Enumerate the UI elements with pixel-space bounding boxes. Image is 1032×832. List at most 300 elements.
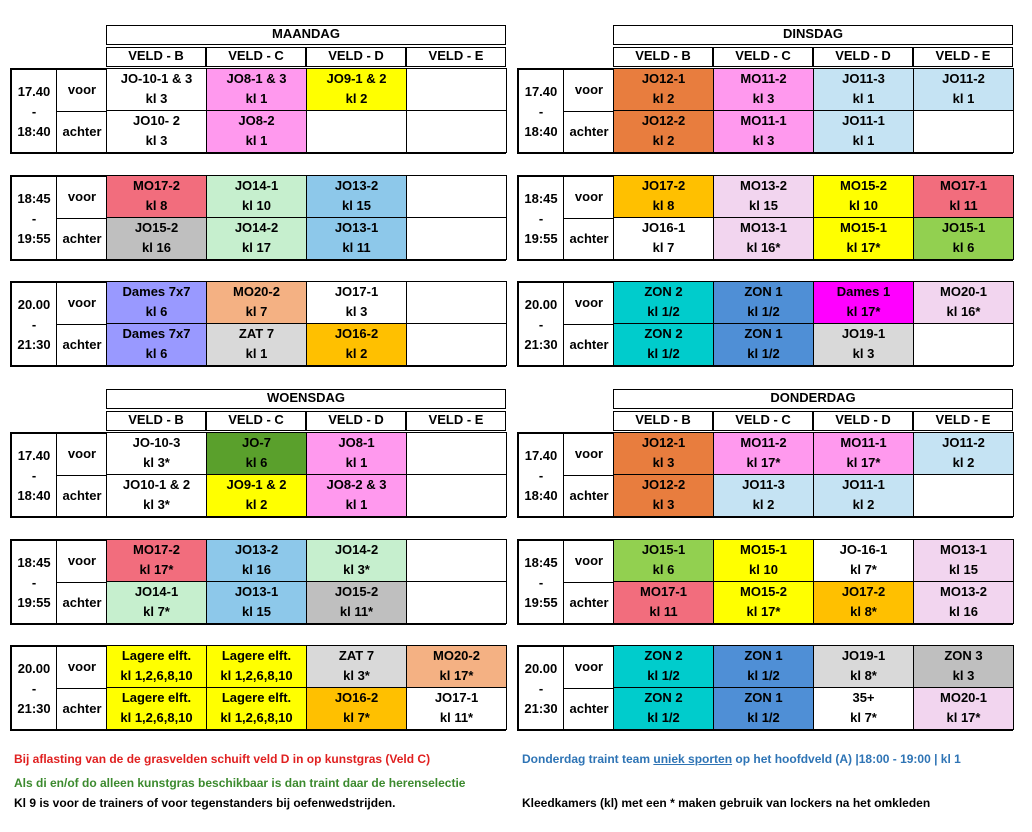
time-dash: -: [31, 468, 37, 483]
dressing-room: kl 6: [145, 304, 168, 319]
time-dash: -: [31, 575, 37, 590]
dressing-room: kl 1: [345, 497, 368, 512]
divider: [563, 582, 615, 583]
team-name: MO15-1: [740, 542, 787, 557]
dressing-room: kl 1: [245, 133, 268, 148]
dressing-room: kl 8: [145, 198, 168, 213]
schedule-cell: [406, 539, 507, 582]
team-name: MO17-2: [133, 542, 180, 557]
schedule-cell: [713, 687, 814, 730]
time-dash: -: [538, 211, 544, 226]
dressing-room: kl 10: [242, 198, 271, 213]
dressing-room: kl 7: [652, 240, 675, 255]
time-end: 18:40: [17, 488, 51, 503]
schedule-cell: [406, 474, 507, 517]
schedule-cell: [813, 68, 914, 111]
row-side-label: voor: [574, 295, 604, 310]
team-name: Lagere elft.: [121, 690, 192, 705]
row-side-label: voor: [67, 82, 97, 97]
team-name: JO-16-1: [839, 542, 888, 557]
schedule-cell: [913, 68, 1014, 111]
team-name: ZON 3: [944, 648, 983, 663]
time-dash: -: [31, 317, 37, 332]
team-name: MO15-2: [840, 178, 887, 193]
dressing-room: kl 15: [949, 562, 978, 577]
schedule-cell: [813, 217, 914, 260]
schedule-cell: [406, 687, 507, 730]
schedule-cell: [106, 474, 207, 517]
time-end: 21:30: [17, 337, 51, 352]
team-name: ZAT 7: [338, 648, 375, 663]
column-header: VELD - C: [206, 47, 306, 67]
divider: [56, 688, 108, 689]
divider: [56, 582, 108, 583]
dressing-room: kl 17*: [846, 455, 881, 470]
time-end: 19:55: [524, 595, 558, 610]
column-header: VELD - E: [913, 411, 1013, 431]
team-name: JO11-2: [942, 435, 985, 450]
team-name: ZAT 7: [238, 326, 275, 341]
divider: [56, 324, 108, 325]
schedule-cell: [813, 645, 914, 688]
time-dash: -: [538, 575, 544, 590]
dressing-room: kl 3: [952, 668, 975, 683]
team-name: JO14-2: [234, 220, 279, 235]
schedule-cell: [106, 68, 207, 111]
time-start: 17.40: [524, 448, 558, 463]
team-name: JO15-2: [134, 220, 179, 235]
team-name: JO13-2: [234, 542, 279, 557]
time-block: [10, 539, 506, 625]
footer-green-note: Als di en/of do alleen kunstgras beschikbaar is dan traint daar de herenselectie: [14, 776, 466, 790]
team-name: JO13-1: [334, 220, 379, 235]
team-name: MO11-2: [740, 435, 787, 450]
time-end: 21:30: [524, 701, 558, 716]
day-donderdag: [517, 389, 1013, 759]
schedule-cell: [613, 68, 714, 111]
schedule-cell: [306, 474, 407, 517]
dressing-room: kl 1: [852, 133, 875, 148]
schedule-cell: [306, 432, 407, 475]
team-name: JO11-2: [942, 71, 985, 86]
time-end: 19:55: [17, 595, 51, 610]
schedule-cell: [206, 432, 307, 475]
row-side-label: voor: [67, 659, 97, 674]
dressing-room: kl 1: [245, 346, 268, 361]
divider: [563, 324, 615, 325]
time-dash: -: [31, 681, 37, 696]
team-name: JO10- 2: [133, 113, 180, 128]
schedule-cell: [713, 539, 814, 582]
footer-locker-note: Kleedkamers (kl) met een * maken gebruik van lockers na het omkleden: [522, 796, 931, 810]
dressing-room: kl 3: [652, 455, 675, 470]
day-header: MAANDAG: [106, 25, 506, 45]
dressing-room: kl 1/2: [747, 304, 780, 319]
column-header: VELD - D: [813, 411, 913, 431]
dressing-room: kl 7*: [850, 710, 877, 725]
row-side-label: achter: [569, 701, 609, 716]
time-end: 19:55: [524, 231, 558, 246]
schedule-cell: [713, 68, 814, 111]
schedule-cell: [206, 539, 307, 582]
schedule-cell: [106, 217, 207, 260]
schedule-cell: [813, 175, 914, 218]
team-name: JO8-1: [338, 435, 375, 450]
team-name: MO11-2: [740, 71, 787, 86]
dressing-room: kl 3*: [143, 455, 170, 470]
schedule-cell: [713, 175, 814, 218]
day-header: DINSDAG: [613, 25, 1013, 45]
schedule-cell: [306, 581, 407, 624]
team-name: MO17-2: [133, 178, 180, 193]
time-block: [517, 68, 1013, 154]
dressing-room: kl 1: [245, 91, 268, 106]
time-start: 20.00: [17, 297, 51, 312]
schedule-cell: [306, 281, 407, 324]
schedule-cell: [613, 323, 714, 366]
row-side-label: voor: [574, 553, 604, 568]
schedule-cell: [106, 645, 207, 688]
schedule-cell: [713, 110, 814, 153]
dressing-room: kl 2: [652, 91, 675, 106]
team-name: JO17-1: [434, 690, 479, 705]
day-woensdag: [10, 389, 506, 759]
time-start: 20.00: [524, 661, 558, 676]
day-maandag: [10, 25, 506, 395]
schedule-cell: [206, 581, 307, 624]
schedule-cell: [613, 474, 714, 517]
time-start: 18:45: [524, 191, 558, 206]
team-name: JO16-1: [641, 220, 686, 235]
schedule-cell: [813, 323, 914, 366]
team-name: ZON 2: [644, 690, 683, 705]
footer-black-note: Kl 9 is voor de trainers of voor tegenstanders bij oefenwedstrijden.: [14, 796, 396, 810]
team-name: ZON 1: [744, 690, 783, 705]
team-name: JO15-1: [941, 220, 986, 235]
schedule-cell: [106, 687, 207, 730]
dressing-room: kl 1/2: [747, 346, 780, 361]
time-end: 21:30: [524, 337, 558, 352]
team-name: Dames 7x7: [122, 284, 191, 299]
schedule-cell: [813, 474, 914, 517]
team-name: MO17-1: [640, 584, 687, 599]
team-name: ZON 1: [744, 648, 783, 663]
dressing-room: kl 3: [852, 346, 875, 361]
dressing-room: kl 16: [949, 604, 978, 619]
time-block: [517, 432, 1013, 518]
schedule-cell: [913, 217, 1014, 260]
row-side-label: achter: [62, 124, 102, 139]
team-name: ZON 2: [644, 284, 683, 299]
team-name: JO11-3: [742, 477, 785, 492]
row-side-label: achter: [569, 124, 609, 139]
dressing-room: kl 11: [649, 604, 678, 619]
row-side-label: achter: [569, 595, 609, 610]
schedule-cell: [106, 281, 207, 324]
team-name: Dames 7x7: [122, 326, 191, 341]
schedule-cell: [406, 175, 507, 218]
schedule-cell: [613, 687, 714, 730]
dressing-room: kl 3: [145, 133, 168, 148]
schedule-cell: [713, 474, 814, 517]
schedule-cell: [306, 687, 407, 730]
row-side-label: voor: [574, 659, 604, 674]
schedule-cell: [406, 645, 507, 688]
dressing-room: kl 2: [752, 497, 775, 512]
row-side-label: achter: [62, 595, 102, 610]
dressing-room: kl 11*: [439, 710, 474, 725]
dressing-room: kl 6: [952, 240, 975, 255]
time-block: [517, 175, 1013, 261]
dressing-room: kl 16*: [946, 304, 981, 319]
time-block: [517, 539, 1013, 625]
time-dash: -: [538, 681, 544, 696]
row-side-label: achter: [62, 337, 102, 352]
team-name: Dames 1: [836, 284, 891, 299]
divider: [563, 111, 615, 112]
dressing-room: kl 8: [652, 198, 675, 213]
schedule-cell: [206, 323, 307, 366]
schedule-cell: [306, 175, 407, 218]
dressing-room: kl 1,2,6,8,10: [220, 668, 293, 683]
time-block: [10, 175, 506, 261]
team-name: 35+: [852, 690, 875, 705]
column-header: VELD - C: [206, 411, 306, 431]
time-block: [517, 645, 1013, 731]
dressing-room: kl 10: [749, 562, 778, 577]
column-header: VELD - C: [713, 47, 813, 67]
dressing-room: kl 11*: [339, 604, 374, 619]
column-header: VELD - E: [406, 47, 506, 67]
team-name: MO15-1: [840, 220, 887, 235]
dressing-room: kl 17*: [846, 304, 881, 319]
dressing-room: kl 2: [345, 91, 368, 106]
column-header: VELD - C: [713, 411, 813, 431]
dressing-room: kl 8*: [850, 668, 877, 683]
dressing-room: kl 15: [749, 198, 778, 213]
row-side-label: voor: [574, 189, 604, 204]
schedule-cell: [406, 217, 507, 260]
dressing-room: kl 17: [242, 240, 271, 255]
dressing-room: kl 2: [852, 497, 875, 512]
schedule-cell: [613, 432, 714, 475]
team-name: JO11-3: [842, 71, 885, 86]
schedule-cell: [913, 323, 1014, 366]
schedule-cell: [813, 432, 914, 475]
team-name: JO17-1: [334, 284, 379, 299]
dressing-room: kl 2: [652, 133, 675, 148]
time-block: [10, 645, 506, 731]
team-name: JO15-2: [334, 584, 379, 599]
row-side-label: voor: [574, 82, 604, 97]
schedule-cell: [406, 581, 507, 624]
time-dash: -: [538, 468, 544, 483]
schedule-cell: [713, 645, 814, 688]
time-start: 18:45: [524, 555, 558, 570]
schedule-cell: [913, 281, 1014, 324]
time-start: 18:45: [17, 191, 51, 206]
row-side-label: achter: [62, 231, 102, 246]
team-name: JO19-1: [841, 326, 886, 341]
team-name: JO8-2: [238, 113, 275, 128]
schedule-cell: [206, 110, 307, 153]
team-name: JO9-1 & 2: [326, 71, 387, 86]
schedule-cell: [106, 110, 207, 153]
dressing-room: kl 10: [849, 198, 878, 213]
dressing-room: kl 11: [342, 240, 371, 255]
dressing-room: kl 1: [952, 91, 975, 106]
team-name: JO11-1: [842, 113, 885, 128]
team-name: MO20-2: [233, 284, 280, 299]
dressing-room: kl 6: [145, 346, 168, 361]
time-end: 18:40: [17, 124, 51, 139]
time-dash: -: [31, 211, 37, 226]
team-name: JO17-2: [841, 584, 886, 599]
row-side-label: voor: [67, 189, 97, 204]
dressing-room: kl 17*: [139, 562, 174, 577]
dressing-room: kl 1/2: [647, 304, 680, 319]
divider: [563, 218, 615, 219]
dressing-room: kl 3*: [143, 497, 170, 512]
team-name: JO14-2: [334, 542, 379, 557]
dressing-room: kl 7*: [343, 710, 370, 725]
time-dash: -: [538, 317, 544, 332]
team-name: Lagere elft.: [221, 648, 292, 663]
dressing-room: kl 3: [752, 91, 775, 106]
team-name: MO13-2: [940, 584, 987, 599]
dressing-room: kl 16: [142, 240, 171, 255]
column-header: VELD - E: [913, 47, 1013, 67]
schedule-cell: [206, 175, 307, 218]
schedule-cell: [813, 539, 914, 582]
time-start: 17.40: [17, 84, 51, 99]
dressing-room: kl 7*: [143, 604, 170, 619]
time-start: 17.40: [524, 84, 558, 99]
schedule-cell: [106, 432, 207, 475]
team-name: JO16-2: [334, 690, 379, 705]
schedule-cell: [613, 175, 714, 218]
schedule-cell: [913, 645, 1014, 688]
team-name: JO9-1 & 2: [226, 477, 287, 492]
schedule-cell: [913, 175, 1014, 218]
time-block: [10, 68, 506, 154]
schedule-cell: [713, 281, 814, 324]
schedule-cell: [713, 217, 814, 260]
schedule-cell: [106, 581, 207, 624]
schedule-cell: [713, 432, 814, 475]
team-name: JO11-1: [842, 477, 885, 492]
dressing-room: kl 17*: [439, 668, 474, 683]
row-side-label: achter: [62, 701, 102, 716]
dressing-room: kl 15: [242, 604, 271, 619]
team-name: JO-7: [242, 435, 271, 450]
schedule-cell: [206, 474, 307, 517]
dressing-room: kl 3*: [343, 668, 370, 683]
schedule-cell: [406, 281, 507, 324]
schedule-cell: [206, 68, 307, 111]
team-name: JO15-1: [641, 542, 686, 557]
dressing-room: kl 17*: [846, 240, 881, 255]
team-name: JO12-2: [641, 477, 686, 492]
schedule-cell: [306, 110, 407, 153]
time-start: 20.00: [17, 661, 51, 676]
schedule-cell: [206, 281, 307, 324]
dressing-room: kl 7: [245, 304, 268, 319]
schedule-cell: [406, 68, 507, 111]
column-header: VELD - D: [306, 411, 406, 431]
time-dash: -: [538, 104, 544, 119]
schedule-cell: [306, 539, 407, 582]
schedule-cell: [913, 581, 1014, 624]
schedule-cell: [913, 687, 1014, 730]
dressing-room: kl 17*: [946, 710, 981, 725]
dressing-room: kl 6: [245, 455, 268, 470]
dressing-room: kl 1: [852, 91, 875, 106]
row-side-label: achter: [569, 488, 609, 503]
time-start: 17.40: [17, 448, 51, 463]
schedule-cell: [613, 217, 714, 260]
team-name: JO8-1 & 3: [226, 71, 287, 86]
time-dash: -: [31, 104, 37, 119]
dressing-room: kl 3: [345, 304, 368, 319]
schedule-cell: [106, 175, 207, 218]
time-block: [517, 281, 1013, 367]
schedule-cell: [406, 432, 507, 475]
schedule-cell: [913, 110, 1014, 153]
dressing-room: kl 1/2: [647, 710, 680, 725]
divider: [563, 688, 615, 689]
team-name: JO14-1: [134, 584, 179, 599]
team-name: ZON 2: [644, 648, 683, 663]
dressing-room: kl 3: [652, 497, 675, 512]
row-side-label: achter: [62, 488, 102, 503]
time-start: 20.00: [524, 297, 558, 312]
schedule-cell: [306, 645, 407, 688]
dressing-room: kl 8*: [850, 604, 877, 619]
row-side-label: voor: [67, 553, 97, 568]
schedule-cell: [406, 110, 507, 153]
team-name: ZON 1: [744, 284, 783, 299]
dressing-room: kl 2: [245, 497, 268, 512]
dressing-room: kl 1,2,6,8,10: [220, 710, 293, 725]
schedule-cell: [306, 323, 407, 366]
column-header: VELD - E: [406, 411, 506, 431]
schedule-cell: [406, 323, 507, 366]
schedule-cell: [106, 539, 207, 582]
divider: [56, 111, 108, 112]
dressing-room: kl 1: [345, 455, 368, 470]
dressing-room: kl 2: [345, 346, 368, 361]
schedule-cell: [613, 110, 714, 153]
dressing-room: kl 1/2: [747, 710, 780, 725]
team-name: JO17-2: [641, 178, 686, 193]
footer-link-uniek-sporten[interactable]: uniek sporten: [653, 752, 733, 766]
schedule-cell: [106, 323, 207, 366]
team-name: JO19-1: [841, 648, 886, 663]
day-dinsdag: [517, 25, 1013, 395]
team-name: JO12-1: [641, 435, 686, 450]
team-name: Lagere elft.: [221, 690, 292, 705]
schedule-cell: [913, 432, 1014, 475]
dressing-room: kl 3*: [343, 562, 370, 577]
schedule-cell: [613, 581, 714, 624]
dressing-room: kl 1/2: [647, 668, 680, 683]
team-name: MO20-1: [940, 690, 987, 705]
time-end: 19:55: [17, 231, 51, 246]
column-header: VELD - B: [106, 411, 206, 431]
schedule-cell: [613, 645, 714, 688]
schedule-cell: [713, 581, 814, 624]
